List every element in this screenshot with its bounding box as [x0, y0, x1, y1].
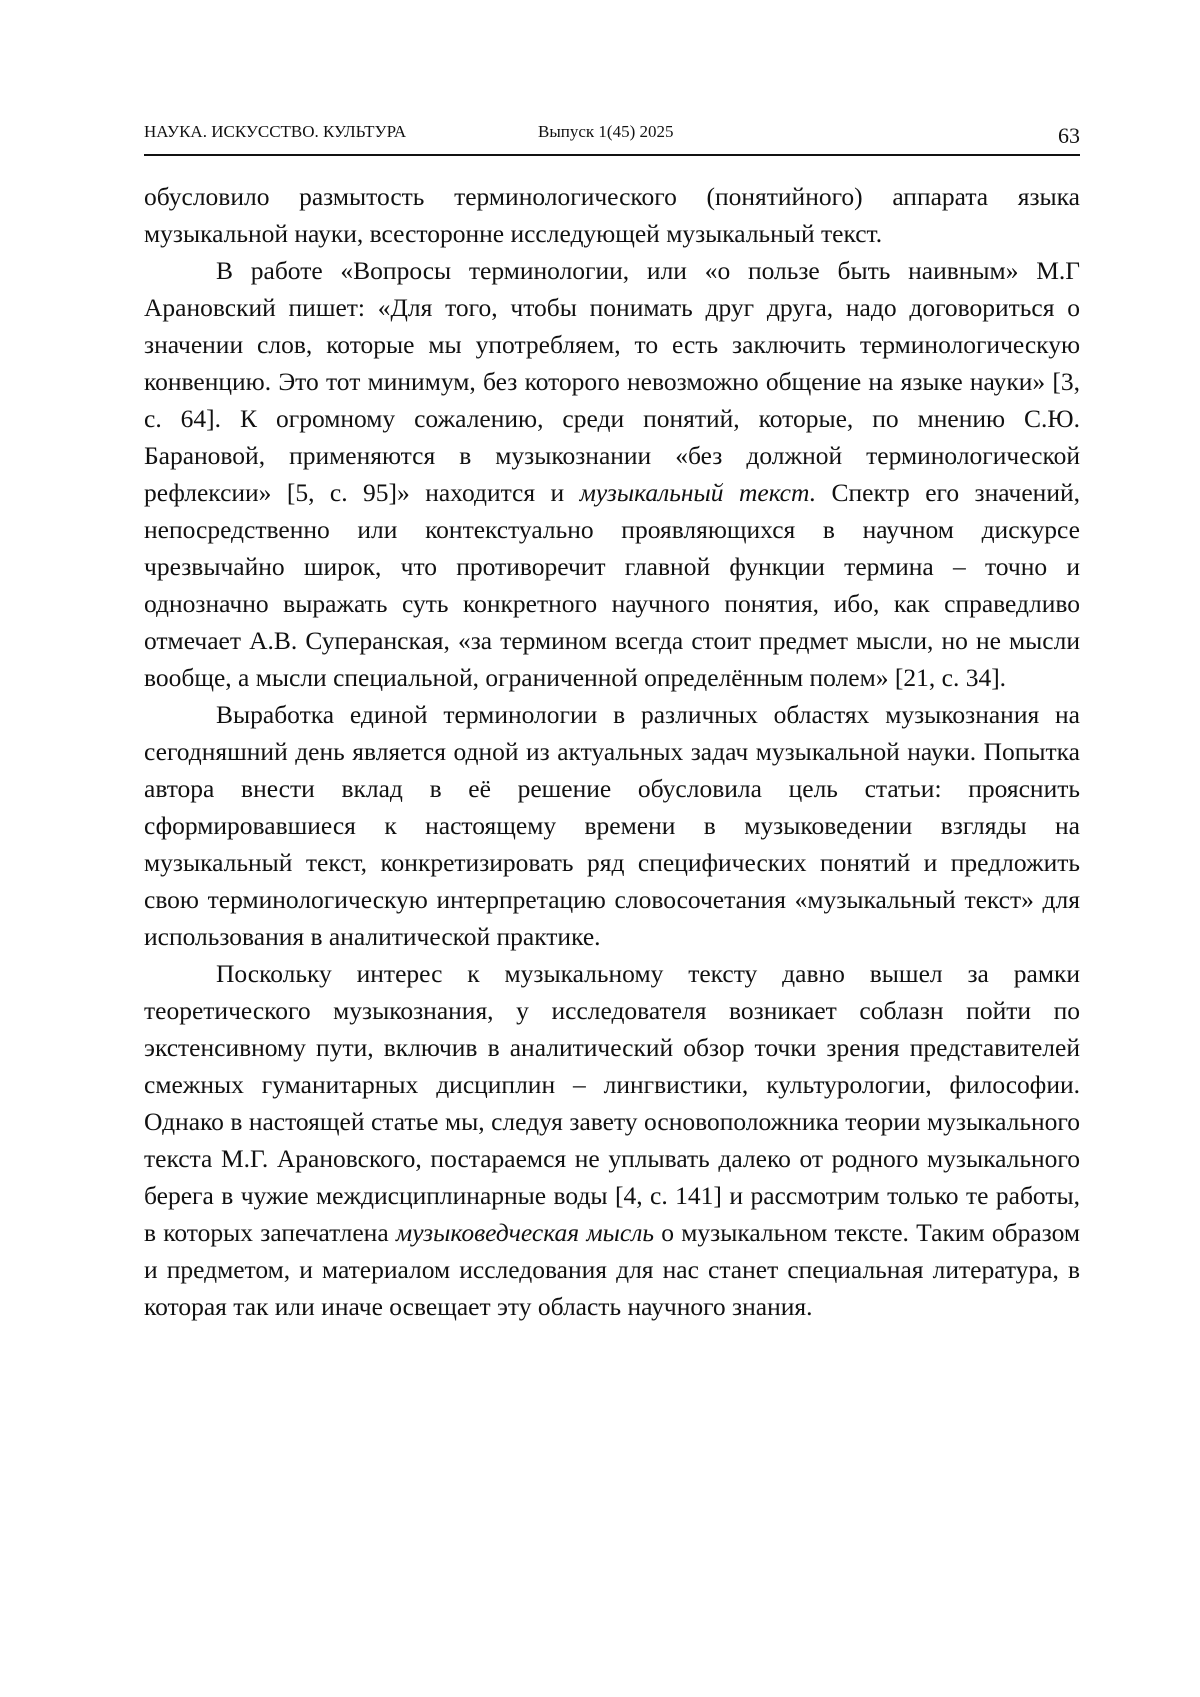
italic-text: музыкальный текст. [579, 478, 817, 507]
paragraph-text: Спектр его значений, непосредственно или контекстуально проявляющихся в научном дискурсе чрезвычайно широк, что противоречит главной функции термина – точно и однозначно выражать суть конкретного научного понятия, ибо, как справедливо отмечает А.В. Суперанская, «за термином всегда стоит предмет мысли, но не мысли вообще, а мысли специальной, ограниченной определённым полем» [21, с. 34]. [144, 478, 1080, 692]
paragraph-text: В работе «Вопросы терминологии, или «о пользе быть наивным» М.Г Арановский пишет: «Для того, чтобы понимать друг друга, надо договориться о значении слов, которые мы употребляем, то есть заключить терминологическую конвенцию. Это тот минимум, без которого невозможно общение на языке науки» [3, с. 64]. К огромному сожалению, среди понятий, которые, по мнению С.Ю. Барановой, применяются в музыкознании «без должной терминологической рефлексии» [5, с. 95]» находится и [144, 256, 1080, 507]
journal-title: НАУКА. ИСКУССТВО. КУЛЬТУРА [144, 122, 407, 141]
paragraph-text: Поскольку интерес к музыкальному тексту давно вышел за рамки теоретического музыкознания, у исследователя возникает соблазн пойти по экстенсивному пути, включив в аналитический обзор точки зрения представителей смежных гуманитарных дисциплин – лингвистики, культурологии, философии. Однако в настоящей статье мы, следуя завету основоположника теории музыкального текста М.Г. Арановского, постараемся не уплывать далеко от родного музыкального берега в чужие междисциплинарные воды [4, с. 141] и рассмотрим только те работы, в которых запечатлена [144, 959, 1080, 1247]
paragraph [144, 178, 1080, 252]
paragraph-text: Выработка единой терминологии в различных областях музыкознания на сегодняшний день является одной из актуальных задач музыкальной науки. Попытка автора внести вклад в её решение обусловила цель статьи: прояснить сформировавшиеся к настоящему времени в музыковедении взгляды на музыкальный текст, конкретизировать ряд специфических понятий и предложить свою терминологическую интерпретацию словосочетания «музыкальный текст» для использования в аналитической практике. [144, 700, 1080, 951]
page-number: 63 [1058, 123, 1080, 148]
article-body [144, 178, 1080, 1325]
paragraph-text: о музыкальном тексте. Таким образом и предметом, и материалом исследования для нас станет специальная литература, в которая так или иначе освещает эту область научного знания. [144, 1218, 1080, 1321]
paragraph [144, 252, 1080, 696]
issue-label: Выпуск 1(45) 2025 [538, 122, 674, 141]
italic-text: музыковедческая мысль [395, 1218, 654, 1247]
running-header [144, 120, 1080, 156]
paragraph-text: обусловило размытость терминологического (понятийного) аппарата языка музыкальной науки, всесторонне исследующей музыкальный текст. [144, 182, 1080, 248]
paragraph [144, 955, 1080, 1325]
paragraph [144, 696, 1080, 955]
